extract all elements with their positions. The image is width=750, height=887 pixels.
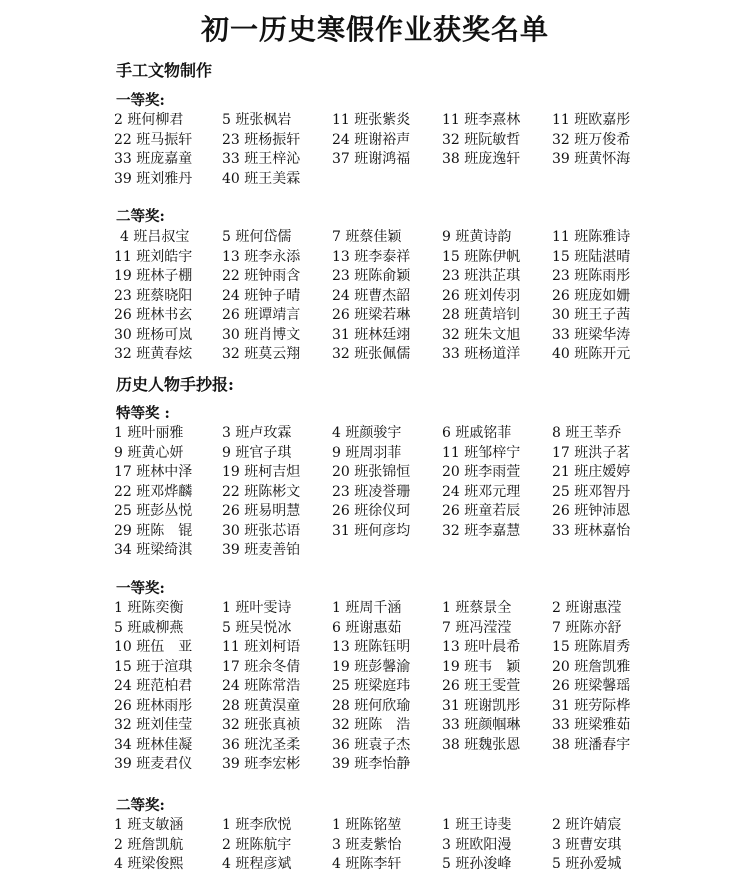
name-entry: 3 班麦紫怡 [332, 836, 402, 853]
name-entry: 24 班邓元理 [442, 483, 521, 500]
name-entry: 24 班钟子晴 [222, 287, 301, 304]
name-entry: 9 班黄诗韵 [442, 229, 512, 245]
name-entry: 1 班蔡景全 [442, 600, 512, 616]
name-entry: 32 班张佩儒 [332, 346, 411, 362]
name-entry: 30 班杨可岚 [114, 326, 193, 343]
name-entry: 11 班邹梓宁 [442, 444, 521, 461]
name-entry: 38 班魏张恩 [442, 736, 521, 753]
name-entry: 11 班刘柯语 [222, 639, 301, 655]
name-entry: 19 班柯吉炟 [222, 464, 301, 480]
name-entry: 31 班劳际桦 [552, 697, 631, 714]
name-entry: 33 班王梓沁 [222, 151, 301, 167]
name-entry: 22 班陈彬文 [222, 483, 301, 500]
name-entry: 15 班陈伊帆 [442, 248, 521, 265]
name-entry: 5 班孙爱城 [552, 856, 622, 872]
name-entry: 2 班詹凯航 [114, 836, 184, 853]
name-entry: 19 班彭馨渝 [332, 658, 411, 675]
name-entry: 15 班陈眉秀 [552, 639, 631, 655]
name-entry: 32 班朱文旭 [442, 326, 521, 343]
name-entry: 11 班张紫炎 [332, 112, 411, 128]
name-entry: 38 班潘春宇 [552, 736, 631, 753]
name-entry: 4 班颜骏宇 [332, 425, 402, 441]
name-entry: 32 班李嘉慧 [442, 522, 521, 539]
name-entry: 26 班易明慧 [222, 503, 301, 519]
name-entry: 4 班程彦斌 [222, 856, 292, 872]
name-entry: 11 班李熹林 [442, 112, 521, 128]
name-entry: 39 班麦君仪 [114, 756, 193, 772]
name-entry: 33 班庞嘉童 [114, 151, 193, 167]
section-title-handcraft: 手工文物制作 [116, 61, 213, 80]
name-entry: 1 班支敏涵 [114, 817, 184, 833]
name-entry: 4 班吕叔宝 [120, 229, 190, 245]
award-title-second-prize: 二等奖: [116, 797, 165, 814]
name-entry: 5 班戚柳燕 [114, 619, 184, 636]
name-entry: 26 班徐仪珂 [332, 503, 411, 519]
name-entry: 8 班王莘乔 [552, 425, 622, 441]
name-entry: 32 班万俊希 [552, 131, 631, 148]
name-entry: 3 班欧阳漫 [442, 836, 512, 853]
name-entry: 39 班李怡静 [332, 756, 411, 772]
name-entry: 25 班梁庭玮 [332, 678, 411, 694]
award-title-special-prize: 特等奖 : [116, 405, 170, 422]
award-title-second-prize: 二等奖: [116, 208, 165, 225]
name-grid [114, 424, 734, 561]
name-entry: 20 班张锦恒 [332, 464, 411, 480]
name-entry: 26 班林书玄 [114, 307, 193, 323]
name-entry: 5 班张枫岩 [222, 112, 292, 128]
name-entry: 26 班童若辰 [442, 503, 521, 519]
name-entry: 32 班张真祯 [222, 717, 301, 733]
name-entry: 20 班詹凯雅 [552, 658, 631, 675]
name-entry: 24 班范柏君 [114, 678, 193, 694]
name-entry: 32 班黄春炫 [114, 346, 193, 362]
name-entry: 4 班陈李轩 [332, 856, 402, 872]
name-grid [114, 111, 734, 189]
name-entry: 9 班周羽菲 [332, 444, 402, 461]
name-entry: 22 班钟雨含 [222, 268, 301, 284]
name-entry: 24 班曹杰韶 [332, 287, 411, 304]
name-entry: 13 班李泰祥 [332, 248, 411, 265]
name-entry: 5 班吴悦冰 [222, 619, 292, 636]
name-entry: 30 班王子茜 [552, 307, 631, 323]
name-entry: 1 班陈铭堃 [332, 817, 402, 833]
name-entry: 13 班陈钰明 [332, 639, 411, 655]
name-grid [114, 816, 734, 875]
name-entry: 26 班谭靖言 [222, 307, 301, 323]
name-entry: 10 班伍 亚 [114, 639, 193, 655]
name-entry: 33 班杨道洋 [442, 346, 521, 362]
name-entry: 33 班梁华涛 [552, 326, 631, 343]
name-entry: 31 班林廷翊 [332, 326, 411, 343]
name-entry: 17 班洪子茗 [552, 444, 631, 461]
name-entry: 13 班李永添 [222, 248, 301, 265]
name-entry: 25 班邓智丹 [552, 483, 631, 500]
name-entry: 7 班陈亦舒 [552, 619, 622, 636]
name-entry: 36 班沈圣柔 [222, 736, 301, 753]
name-entry: 24 班谢裕声 [332, 131, 411, 148]
name-entry: 32 班刘佳莹 [114, 717, 193, 733]
name-entry: 30 班张芯语 [222, 522, 301, 539]
name-entry: 1 班陈奕衡 [114, 600, 184, 616]
name-entry: 21 班庄嫒婷 [552, 464, 631, 480]
name-entry: 9 班官子琪 [222, 444, 292, 461]
name-entry: 23 班洪芷琪 [442, 268, 521, 284]
name-entry: 29 班陈 锟 [114, 522, 193, 539]
name-entry: 3 班曹安琪 [552, 836, 622, 853]
name-entry: 2 班许婧宸 [552, 817, 622, 833]
name-entry: 23 班蔡晓阳 [114, 287, 193, 304]
award-title-first-prize: 一等奖: [116, 92, 165, 109]
name-entry: 11 班陈雅诗 [552, 229, 631, 245]
name-entry: 38 班庞逸轩 [442, 151, 521, 167]
name-entry: 7 班冯滢滢 [442, 619, 512, 636]
name-entry: 20 班李雨萱 [442, 464, 521, 480]
name-entry: 31 班何彦均 [332, 522, 411, 539]
name-entry: 23 班杨振轩 [222, 131, 301, 148]
name-entry: 28 班黄淏童 [222, 697, 301, 714]
name-entry: 25 班彭丛悦 [114, 503, 193, 519]
name-entry: 39 班麦善铂 [222, 542, 301, 558]
name-entry: 39 班李宏彬 [222, 756, 301, 772]
name-entry: 1 班叶雯诗 [222, 600, 292, 616]
name-entry: 2 班谢惠滢 [552, 600, 622, 616]
name-entry: 26 班王雯萱 [442, 678, 521, 694]
name-entry: 15 班于渲琪 [114, 658, 193, 675]
name-entry: 26 班梁若琳 [332, 307, 411, 323]
name-entry: 32 班陈 浩 [332, 717, 411, 733]
name-entry: 17 班林中泽 [114, 464, 193, 480]
name-entry: 33 班梁雅茹 [552, 717, 631, 733]
name-entry: 36 班袁子杰 [332, 736, 411, 753]
name-entry: 28 班黄培钊 [442, 307, 521, 323]
award-title-first-prize: 一等奖: [116, 580, 165, 597]
name-entry: 1 班李欣悦 [222, 817, 292, 833]
name-entry: 37 班谢鸿福 [332, 151, 411, 167]
name-entry: 32 班莫云翔 [222, 346, 301, 362]
name-entry: 23 班陈雨彤 [552, 268, 631, 284]
name-grid [114, 599, 734, 775]
name-entry: 2 班何柳君 [114, 112, 184, 128]
name-entry: 31 班谢凯彤 [442, 697, 521, 714]
name-entry: 34 班林佳凝 [114, 736, 193, 753]
name-entry: 30 班肖博文 [222, 326, 301, 343]
name-entry: 33 班颜帼琳 [442, 717, 521, 733]
name-entry: 3 班卢玫霖 [222, 425, 292, 441]
page-title: 初一历史寒假作业获奖名单 [200, 13, 549, 46]
name-entry: 1 班叶丽雅 [114, 425, 184, 441]
name-entry: 13 班叶晨希 [442, 639, 521, 655]
name-entry: 26 班梁馨瑶 [552, 678, 631, 694]
name-entry: 19 班韦 颖 [442, 658, 521, 675]
name-entry: 22 班马振轩 [114, 131, 193, 148]
name-entry: 6 班谢惠茹 [332, 619, 402, 636]
name-entry: 26 班钟沛恩 [552, 503, 631, 519]
name-entry: 7 班蔡佳颖 [332, 229, 402, 245]
name-entry: 1 班王诗斐 [442, 817, 512, 833]
name-entry: 40 班陈开元 [552, 346, 631, 362]
name-entry: 39 班黄怀海 [552, 151, 631, 167]
section-title-tabloid: 历史人物手抄报: [116, 375, 234, 394]
name-entry: 24 班陈常浩 [222, 678, 301, 694]
name-entry: 39 班刘雅丹 [114, 170, 193, 187]
name-entry: 22 班邓烨麟 [114, 483, 193, 500]
name-entry: 26 班刘传羽 [442, 287, 521, 304]
name-entry: 11 班刘皓宇 [114, 248, 193, 265]
name-entry: 23 班凌誉珊 [332, 483, 411, 500]
name-entry: 11 班欧嘉彤 [552, 112, 631, 128]
name-entry: 1 班周千涵 [332, 600, 402, 616]
name-entry: 28 班何欣瑜 [332, 697, 411, 714]
name-entry: 2 班陈航宇 [222, 836, 292, 853]
name-entry: 5 班何岱儒 [222, 229, 292, 245]
name-entry: 26 班林雨彤 [114, 697, 193, 714]
name-entry: 4 班梁俊熙 [114, 856, 184, 872]
name-entry: 23 班陈俞颖 [332, 268, 411, 284]
name-entry: 5 班孙浚峰 [442, 856, 512, 872]
name-grid [114, 228, 734, 365]
name-entry: 40 班王美霖 [222, 170, 301, 187]
name-entry: 33 班林嘉怡 [552, 522, 631, 539]
name-entry: 19 班林子棚 [114, 268, 193, 284]
name-entry: 32 班阮敏哲 [442, 131, 521, 148]
name-entry: 34 班梁绮淇 [114, 542, 193, 558]
name-entry: 15 班陆湛晴 [552, 248, 631, 265]
name-entry: 6 班戚铭菲 [442, 425, 512, 441]
name-entry: 9 班黄心妍 [114, 444, 184, 461]
name-entry: 26 班庞如姗 [552, 287, 631, 304]
name-entry: 17 班余冬倩 [222, 658, 301, 675]
